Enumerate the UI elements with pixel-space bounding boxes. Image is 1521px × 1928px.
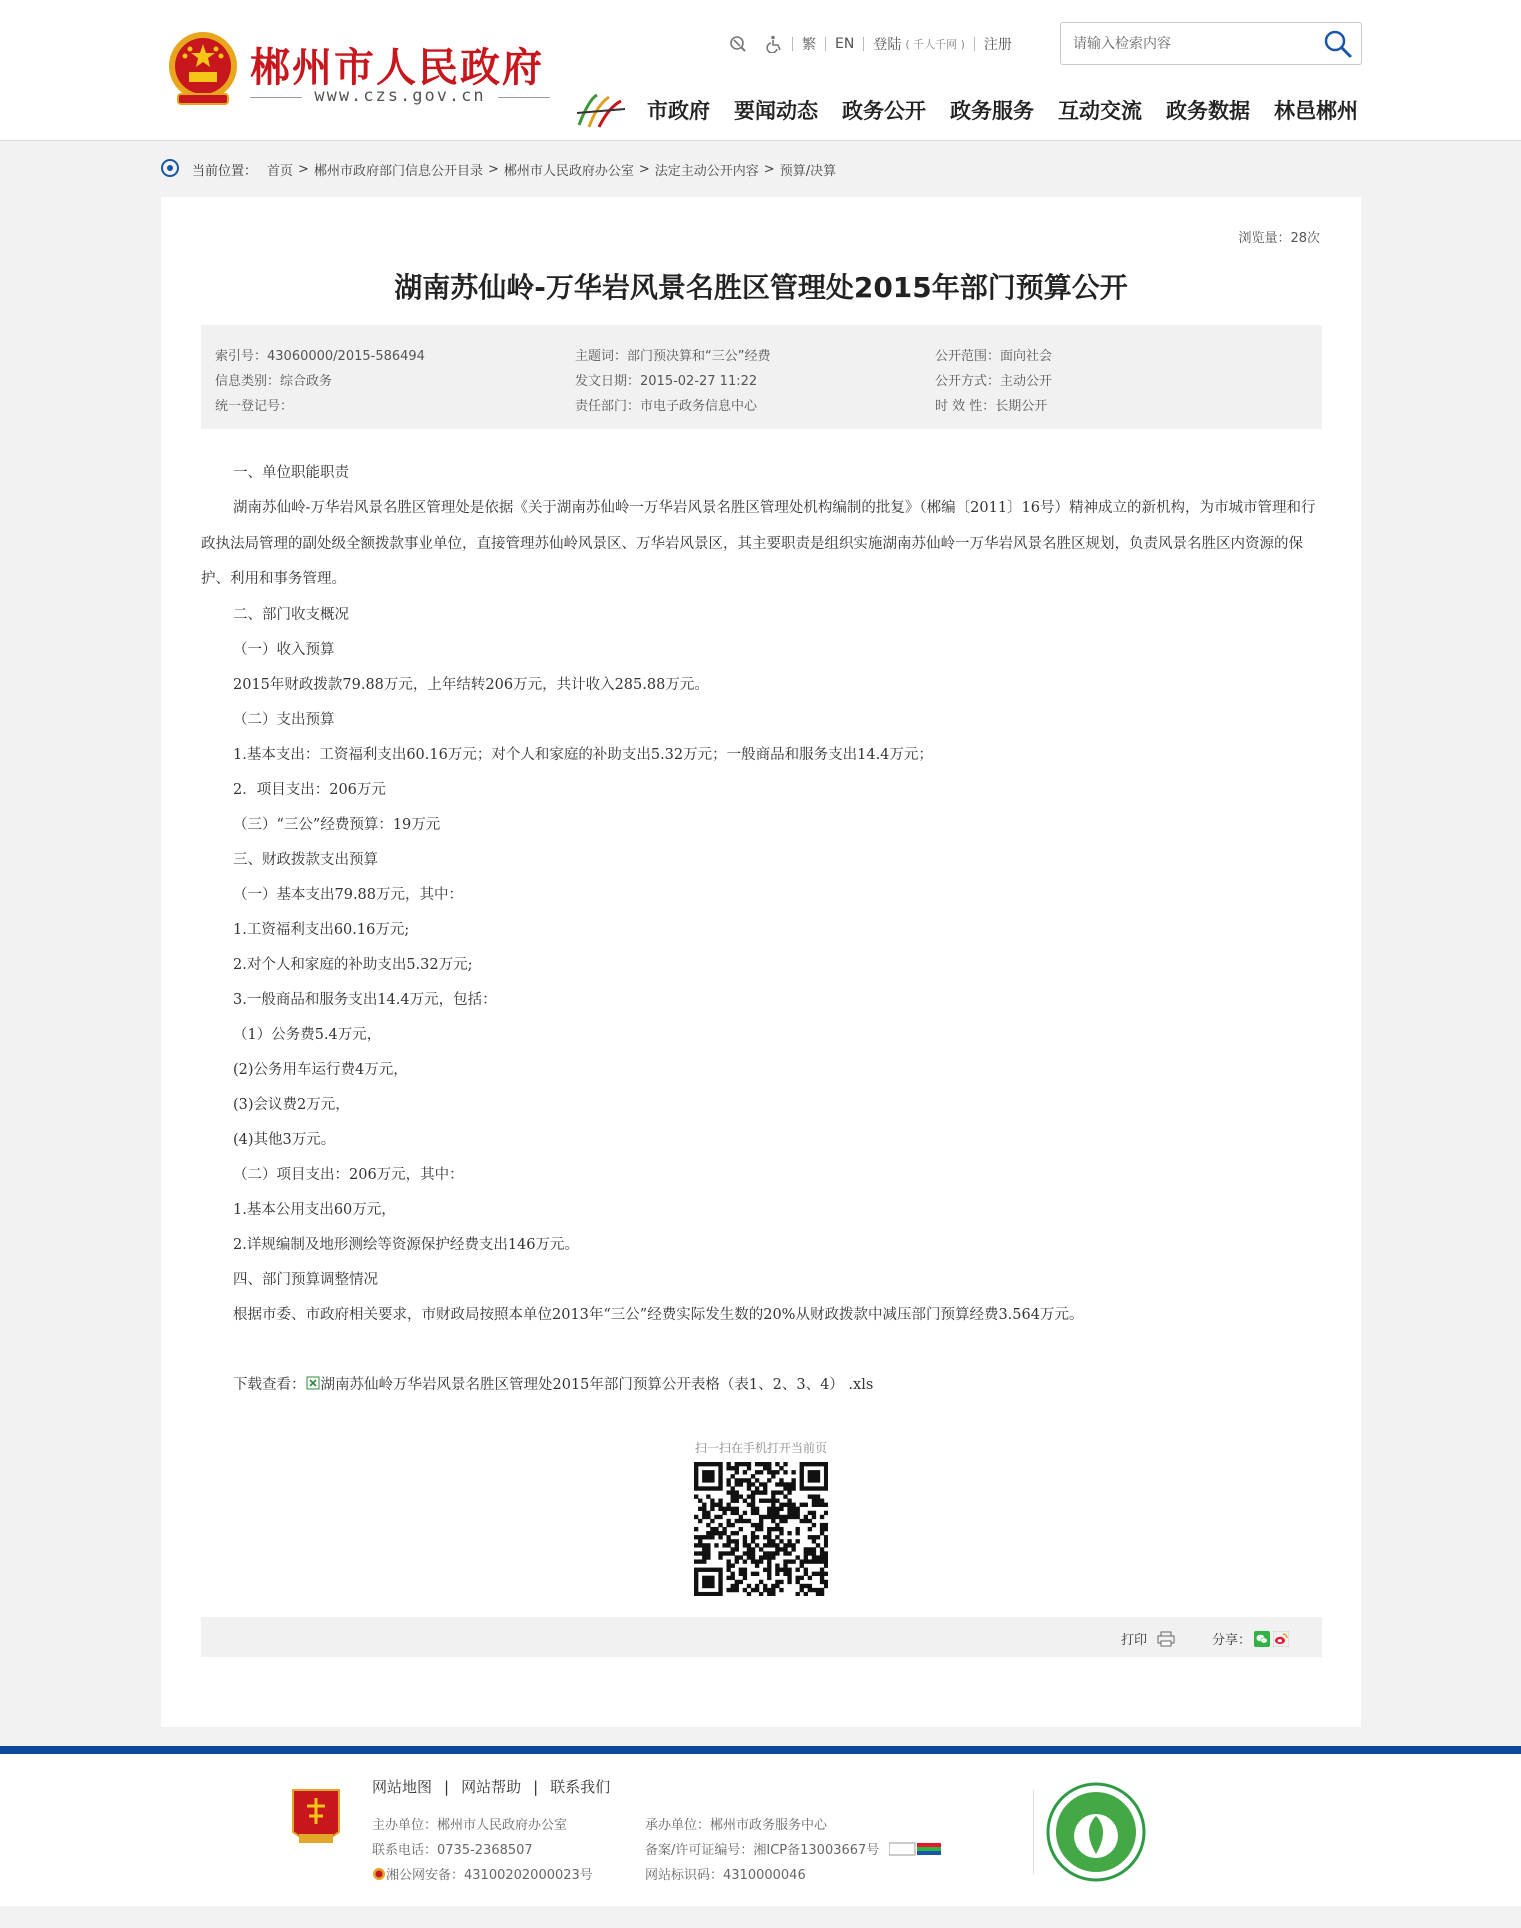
breadcrumb-legal-content[interactable]: 法定主动公开内容	[654, 163, 759, 179]
wechat-icon[interactable]	[1254, 1631, 1270, 1647]
footer-police	[372, 1864, 593, 1883]
paragraph: (3)会议费2万元，	[233, 1097, 350, 1113]
cnzz-stats-icon[interactable]	[889, 1842, 941, 1856]
footer-contact-link[interactable]: 联系我们	[550, 1778, 611, 1796]
meta-index-no: 索引号：43060000/2015-586494	[215, 349, 425, 364]
search-icon[interactable]	[1323, 29, 1353, 59]
breadcrumb-separator: >	[487, 161, 499, 177]
login-link[interactable]	[864, 34, 974, 54]
accessibility-wheelchair-icon[interactable]	[756, 35, 792, 53]
meta-dept: 责任部门：市电子政务信息中心	[575, 399, 758, 414]
paragraph: （二）项目支出：206万元，其中：	[233, 1167, 464, 1183]
footer-divider	[1033, 1790, 1034, 1874]
accessibility-eye-icon[interactable]	[720, 35, 756, 53]
paragraph: (2)公务用车运行费4万元，	[233, 1062, 408, 1078]
download-file-link[interactable]: 湖南苏仙岭万华岩风景名胜区管理处2015年部门预算公开表格（表1、2、3、4） .xls	[320, 1377, 874, 1393]
footer-host: 主办单位：郴州市人民政府办公室	[372, 1818, 568, 1833]
footer-help-link[interactable]: 网站帮助	[461, 1778, 522, 1796]
paragraph: 2.详规编制及地形测绘等资源保护经费支出146万元。	[233, 1237, 580, 1253]
breadcrumb-budget[interactable]: 预算/决算	[779, 163, 837, 179]
footer-police-number[interactable]: 湘公网安备：43100202000023号	[386, 1868, 593, 1883]
article-meta	[201, 325, 1322, 429]
breadcrumb-office[interactable]: 郴州市人民政府办公室	[503, 163, 634, 179]
paragraph: 根据市委、市政府相关要求，市财政局按照本单位2013年“三公”经费实际发生数的20%从财政拨款中减压部门预算经费3.564万元。	[233, 1307, 1084, 1323]
site-title: 郴州市人民政府	[250, 45, 544, 91]
meta-validity: 时 效 性：长期公开	[935, 399, 1048, 414]
meta-reg-no: 统一登记号：	[215, 399, 294, 414]
register-link[interactable]: 注册	[983, 37, 1012, 53]
print-button[interactable]	[1121, 1629, 1175, 1648]
meta-category: 信息类别：综合政务	[215, 374, 333, 389]
paragraph: 2015年财政拨款79.88万元，上年结转206万元，共计收入285.88万元。	[233, 677, 709, 693]
meta-method: 公开方式：主动公开	[935, 374, 1053, 389]
site-footer	[0, 1754, 1521, 1906]
search-box	[1060, 22, 1362, 65]
nav-interaction[interactable]: 互动交流	[1058, 99, 1142, 123]
footer-bottom-strip	[0, 1906, 1521, 1928]
download-label: 下载查看：	[233, 1377, 306, 1393]
paragraph: 1.工资福利支出60.16万元;	[233, 922, 410, 938]
excel-file-icon	[306, 1376, 320, 1390]
footer-separator: |	[444, 1777, 450, 1796]
breadcrumb-dept-catalog[interactable]: 郴州市政府部门信息公开目录	[313, 163, 483, 179]
footer-site-code: 网站标识码：4310000046	[645, 1868, 806, 1883]
paragraph: （三）“三公”经费预算：19万元	[233, 817, 441, 833]
paragraph: 1.基本支出：工资福利支出60.16万元；对个人和家庭的补助支出5.32万元；一般商品和服务支出14.4万元；	[233, 747, 933, 763]
breadcrumb-separator: >	[298, 161, 309, 177]
breadcrumb-label: 当前位置：	[192, 163, 258, 179]
police-badge-icon	[372, 1867, 386, 1881]
paragraph: 2.对个人和家庭的补助支出5.32万元;	[233, 957, 473, 973]
civilized-city-badge-icon[interactable]	[1046, 1782, 1146, 1882]
party-government-badge-icon[interactable]	[289, 1788, 343, 1852]
footer-accent-line	[0, 1746, 1521, 1754]
printer-icon	[1157, 1631, 1175, 1647]
paragraph: 三、财政拨款支出预算	[233, 852, 378, 868]
login-sub-label: ( 千人千网 )	[905, 38, 965, 51]
breadcrumb-home[interactable]: 首页	[267, 163, 294, 179]
english-link[interactable]: EN	[835, 36, 855, 52]
qr-block	[694, 1439, 828, 1600]
location-pin-icon	[160, 158, 180, 180]
site-header	[0, 0, 1521, 141]
nav-decoration-icon	[575, 89, 627, 131]
article-card	[161, 197, 1361, 1727]
share-label: 分享：	[1212, 1633, 1252, 1648]
paragraph: 一、单位职能职责	[233, 465, 349, 481]
nav-news[interactable]: 要闻动态	[734, 99, 818, 123]
footer-organizer: 承办单位：郴州市政务服务中心	[645, 1818, 828, 1833]
site-logo[interactable]	[164, 24, 554, 116]
nav-gov-services[interactable]: 政务服务	[950, 99, 1034, 123]
paragraph: (4)其他3万元。	[233, 1132, 336, 1148]
paragraph: （一）基本支出79.88万元，其中：	[233, 887, 464, 903]
paragraph: 四、部门预算调整情况	[233, 1272, 378, 1288]
article-title: 湖南苏仙岭-万华岩风景名胜区管理处2015年部门预算公开	[394, 271, 1128, 304]
top-links	[720, 34, 1021, 54]
nav-gov-data[interactable]: 政务数据	[1166, 99, 1250, 123]
breadcrumb-separator: >	[763, 161, 775, 177]
search-input[interactable]	[1061, 23, 1311, 64]
footer-icp	[645, 1839, 941, 1858]
traditional-chinese-link[interactable]: 繁	[802, 37, 816, 53]
nav-linyi-chenzhou[interactable]: 林邑郴州	[1274, 99, 1358, 123]
share-bar	[1212, 1629, 1289, 1648]
breadcrumb	[160, 157, 836, 181]
nav-city-government[interactable]: 市政府	[647, 99, 710, 123]
nav-gov-affairs-open[interactable]: 政务公开	[842, 99, 926, 123]
paragraph: （一）收入预算	[233, 642, 335, 658]
national-emblem-icon	[164, 28, 242, 112]
paragraph: 2．项目支出：206万元	[233, 782, 386, 798]
footer-separator: |	[533, 1777, 539, 1796]
download-row	[201, 1368, 1322, 1404]
meta-date: 发文日期：2015-02-27 11:22	[575, 374, 758, 389]
paragraph: 1.基本公用支出60万元，	[233, 1202, 396, 1218]
paragraph: （二）支出预算	[233, 712, 335, 728]
footer-sitemap-link[interactable]: 网站地图	[372, 1778, 433, 1796]
main-nav	[575, 90, 1358, 130]
meta-subject: 主题词：部门预决算和“三公”经费	[575, 349, 771, 364]
paragraph: （1）公务费5.4万元，	[233, 1027, 382, 1043]
paragraph: 3.一般商品和服务支出14.4万元，包括：	[233, 992, 497, 1008]
paragraph: 湖南苏仙岭-万华岩风景名胜区管理处是依据《关于湖南苏仙岭一万华岩风景名胜区管理处机构编制的批复》（郴编〔2011〕16号）精神成立的新机构，为市城市管理和行政执法局管理的副处级全额拨款事业单位，直接管理苏仙岭风景区、万华岩风景区，其主要职责是组织实施湖南苏仙岭一万华岩风景名胜区规划，负责风景名胜区内资源的保护、利用和事务管理。	[201, 500, 1316, 587]
footer-icp-number[interactable]: 备案/许可证编号：湘ICP备13003667号	[645, 1843, 880, 1858]
paragraph: 二、部门收支概况	[233, 607, 349, 623]
weibo-icon[interactable]	[1273, 1631, 1289, 1647]
print-label: 打印	[1121, 1633, 1148, 1648]
view-count: 浏览量：28次	[1238, 231, 1320, 246]
qr-code	[694, 1462, 828, 1596]
footer-phone: 联系电话：0735-2368507	[372, 1843, 533, 1858]
footer-links	[372, 1776, 610, 1797]
login-label: 登陆	[873, 37, 902, 53]
meta-scope: 公开范围：面向社会	[935, 349, 1053, 364]
site-url: www.czs.gov.cn	[250, 86, 550, 106]
article-actions	[201, 1617, 1322, 1657]
qr-caption: 扫一扫在手机打开当前页	[694, 1441, 827, 1455]
breadcrumb-separator: >	[638, 161, 650, 177]
